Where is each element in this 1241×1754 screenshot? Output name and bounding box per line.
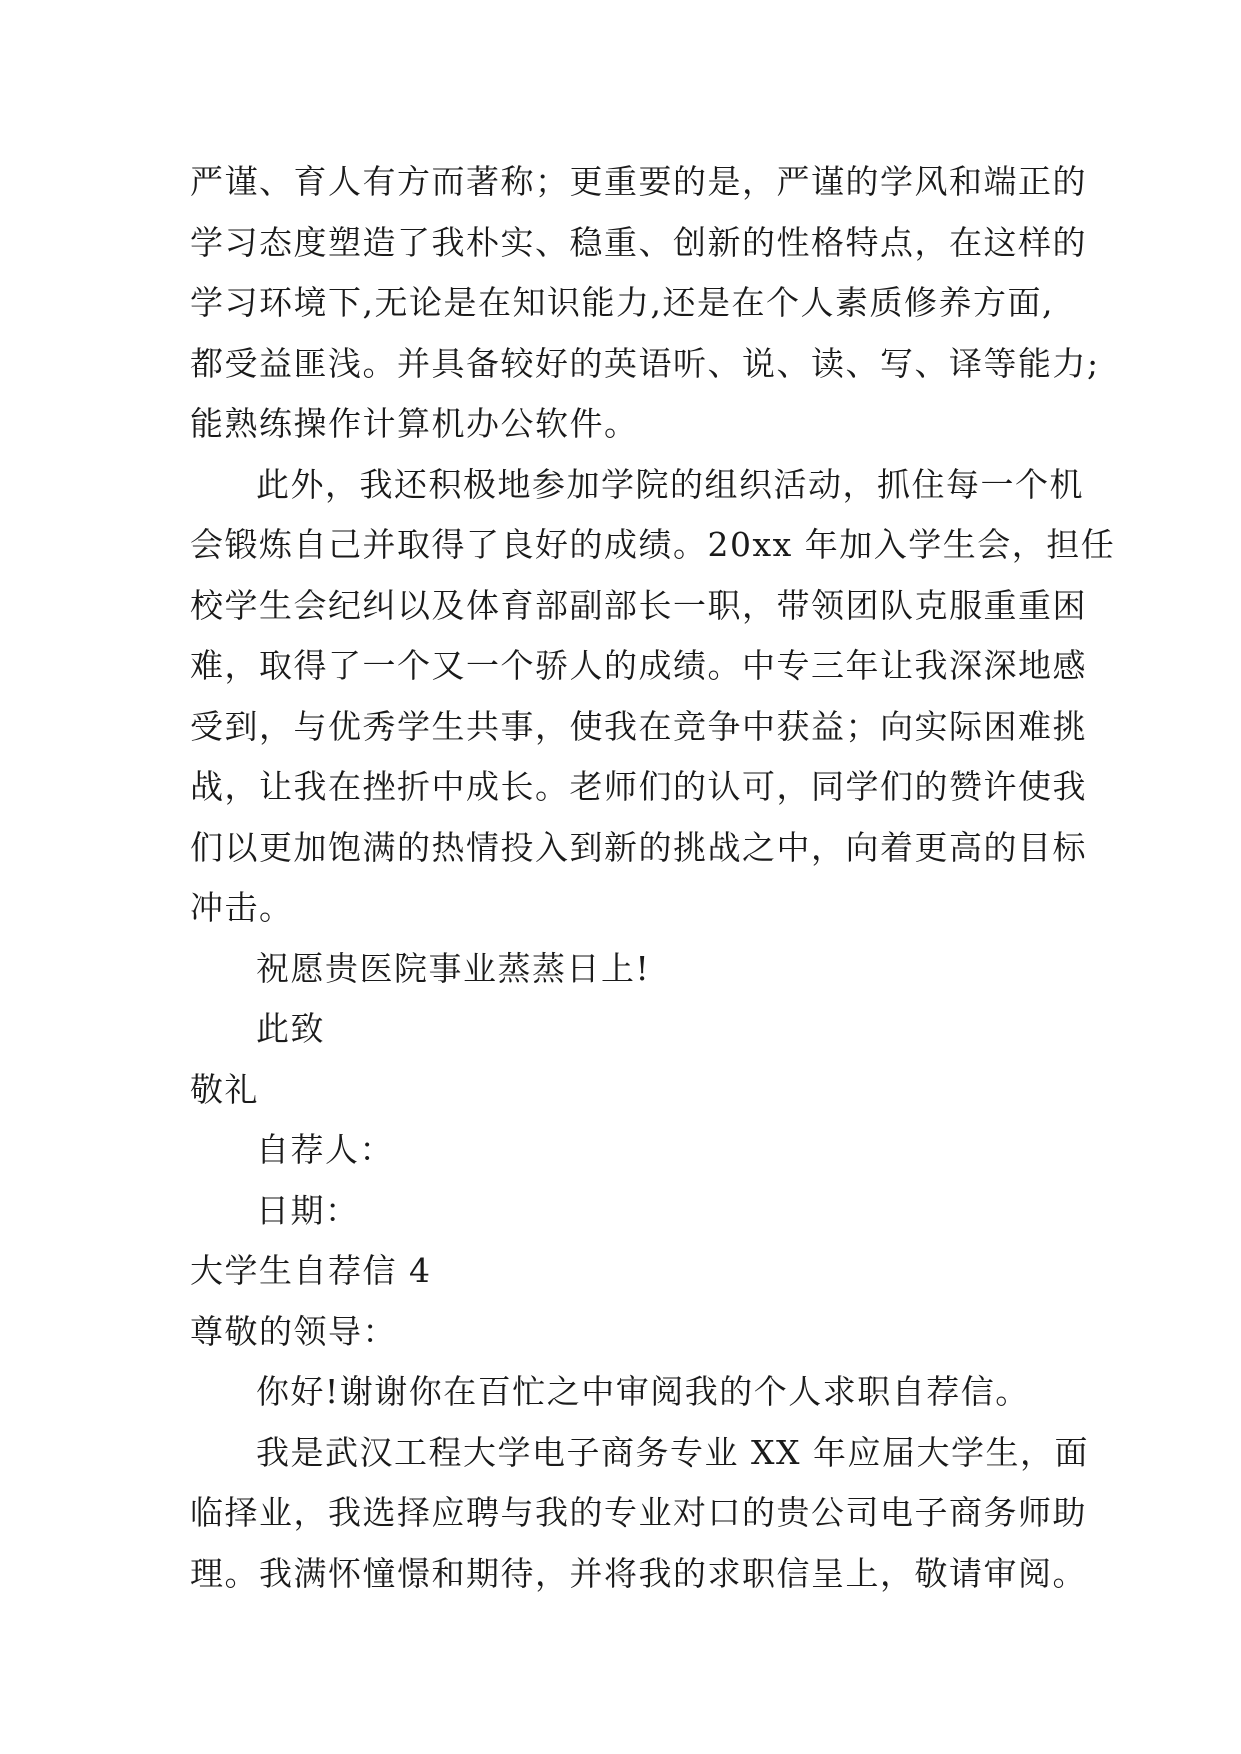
text-line: 受到，与优秀学生共事，使我在竞争中获益；向实际困难挑 bbox=[190, 706, 1087, 746]
text-line: 学习态度塑造了我朴实、稳重、创新的性格特点，在这样的 bbox=[190, 222, 1087, 262]
text-line: 会锻炼自己并取得了良好的成绩。20xx 年加入学生会，担任 bbox=[190, 525, 1116, 564]
text-line: 都受益匪浅。并具备较好的英语听、说、读、写、译等能力; bbox=[190, 343, 1100, 383]
closing-wish: 祝愿贵医院事业蒸蒸日上! bbox=[256, 948, 651, 988]
text-line: 校学生会纪纠以及体育部副部长一职，带领团队克服重重困 bbox=[190, 585, 1087, 625]
text-line: 冲击。 bbox=[190, 888, 294, 927]
salutation-respect: 敬礼 bbox=[190, 1069, 259, 1109]
text-line: 们以更加饱满的热情投入到新的挑战之中，向着更高的目标 bbox=[190, 827, 1087, 867]
paragraph-first-line: 我是武汉工程大学电子商务专业 XX 年应届大学生，面 bbox=[256, 1432, 1089, 1472]
text-line: 临择业，我选择应聘与我的专业对口的贵公司电子商务师助 bbox=[190, 1493, 1087, 1532]
signature-label: 自荐人： bbox=[256, 1130, 394, 1169]
greeting: 尊敬的领导： bbox=[190, 1311, 397, 1351]
text-line: 理。我满怀憧憬和期待，并将我的求职信呈上，敬请审阅。 bbox=[190, 1553, 1087, 1593]
text-line: 严谨、育人有方而著称；更重要的是，严谨的学风和端正的 bbox=[190, 162, 1087, 201]
paragraph-first-line: 此外，我还积极地参加学院的组织活动，抓住每一个机 bbox=[256, 464, 1084, 504]
salutation-close: 此致 bbox=[256, 1009, 325, 1048]
text-line: 战，让我在挫折中成长。老师们的认可，同学们的赞许使我 bbox=[190, 767, 1087, 806]
section-heading: 大学生自荐信 4 bbox=[190, 1251, 432, 1290]
text-line: 能熟练操作计算机办公软件。 bbox=[190, 404, 639, 443]
document-body bbox=[190, 152, 1116, 1604]
paragraph-first-line: 你好!谢谢你在百忙之中审阅我的个人求职自荐信。 bbox=[256, 1372, 1030, 1411]
text-line: 学习环境下,无论是在知识能力,还是在个人素质修养方面, bbox=[190, 283, 1054, 322]
text-line: 难，取得了一个又一个骄人的成绩。中专三年让我深深地感 bbox=[190, 646, 1087, 685]
date-label: 日期： bbox=[256, 1190, 360, 1230]
